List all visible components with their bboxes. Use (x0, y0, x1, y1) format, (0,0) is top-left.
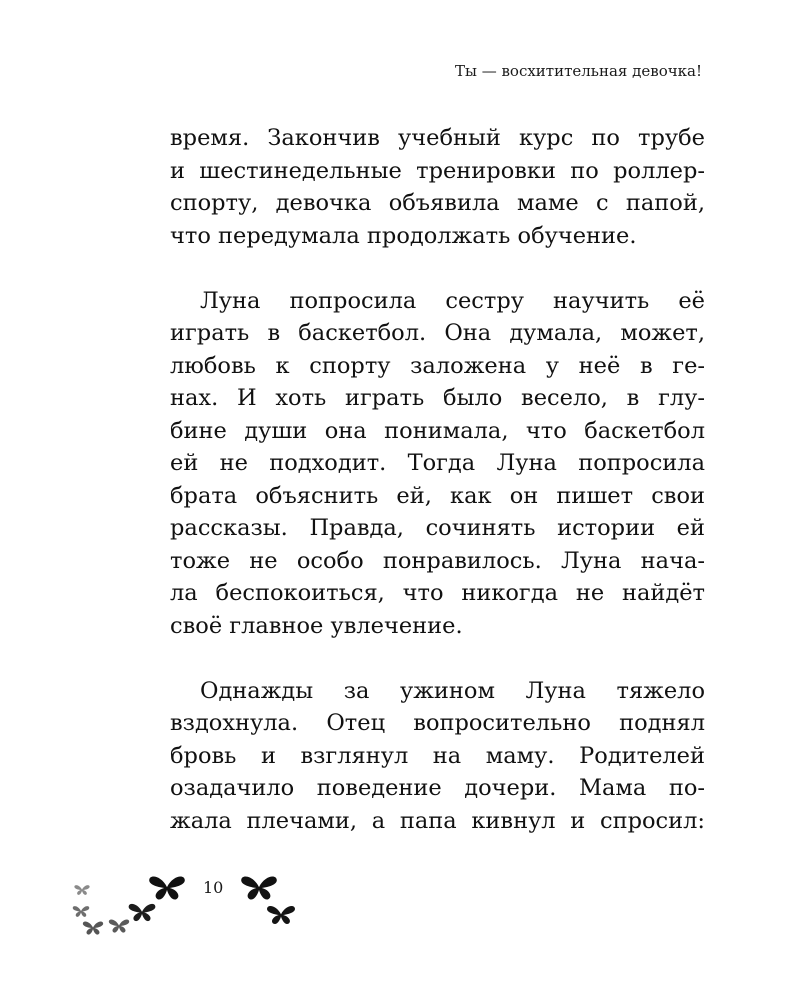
text-line: бровь и взглянул на маму. Родителей (170, 742, 705, 769)
text-line: своё главное увлечение. (170, 612, 463, 639)
running-head: Ты — восхитительная девочка! (454, 62, 702, 80)
text-line: нах. И хоть играть было весело, в глу- (170, 385, 705, 411)
butterfly-icon (240, 874, 278, 902)
text-line: играть в баскетбол. Она думала, может, (170, 320, 705, 346)
butterfly-icon (82, 920, 104, 936)
butterfly-icon (128, 902, 156, 923)
page-number: 10 (203, 878, 224, 897)
text-line: и шестинедельные тренировки по роллер- (170, 157, 705, 184)
text-line: бине души она понимала, что баскетбол (170, 417, 705, 444)
body-text (170, 122, 705, 837)
paragraph-gap (170, 252, 705, 285)
paragraph-1 (170, 122, 705, 252)
text-line: что передумала продолжать обучение. (170, 222, 637, 249)
text-line: Луна попросила сестру научить её (200, 287, 705, 314)
text-line: жала плечами, а папа кивнул и спросил: (170, 807, 705, 834)
paragraph-3 (170, 675, 705, 838)
butterfly-icon (108, 918, 130, 934)
paragraph-gap (170, 642, 705, 675)
text-line: спорту, девочка объявила маме с папой, (170, 190, 705, 216)
paragraph-2 (170, 285, 705, 643)
text-line: ла беспокоиться, что никогда не найдёт (170, 580, 705, 606)
text-line: любовь к спорту заложена у неё в ге- (170, 352, 705, 379)
butterfly-icon (266, 904, 296, 926)
text-line: озадачило поведение дочери. Мама по- (170, 775, 705, 801)
butterfly-icon (72, 905, 90, 918)
text-line: ей не подходит. Тогда Луна попросила (170, 450, 705, 476)
text-line: вздохнула. Отец вопросительно поднял (170, 710, 705, 736)
text-line: рассказы. Правда, сочинять истории ей (170, 515, 705, 541)
butterfly-icon (148, 874, 186, 902)
text-line: тоже не особо понравилось. Луна нача- (170, 547, 705, 574)
text-line: время. Закончив учебный курс по трубе (170, 125, 705, 151)
text-line: брата объяснить ей, как он пишет свои (170, 482, 705, 509)
butterfly-icon (74, 884, 90, 896)
text-line: Однажды за ужином Луна тяжело (200, 677, 705, 704)
